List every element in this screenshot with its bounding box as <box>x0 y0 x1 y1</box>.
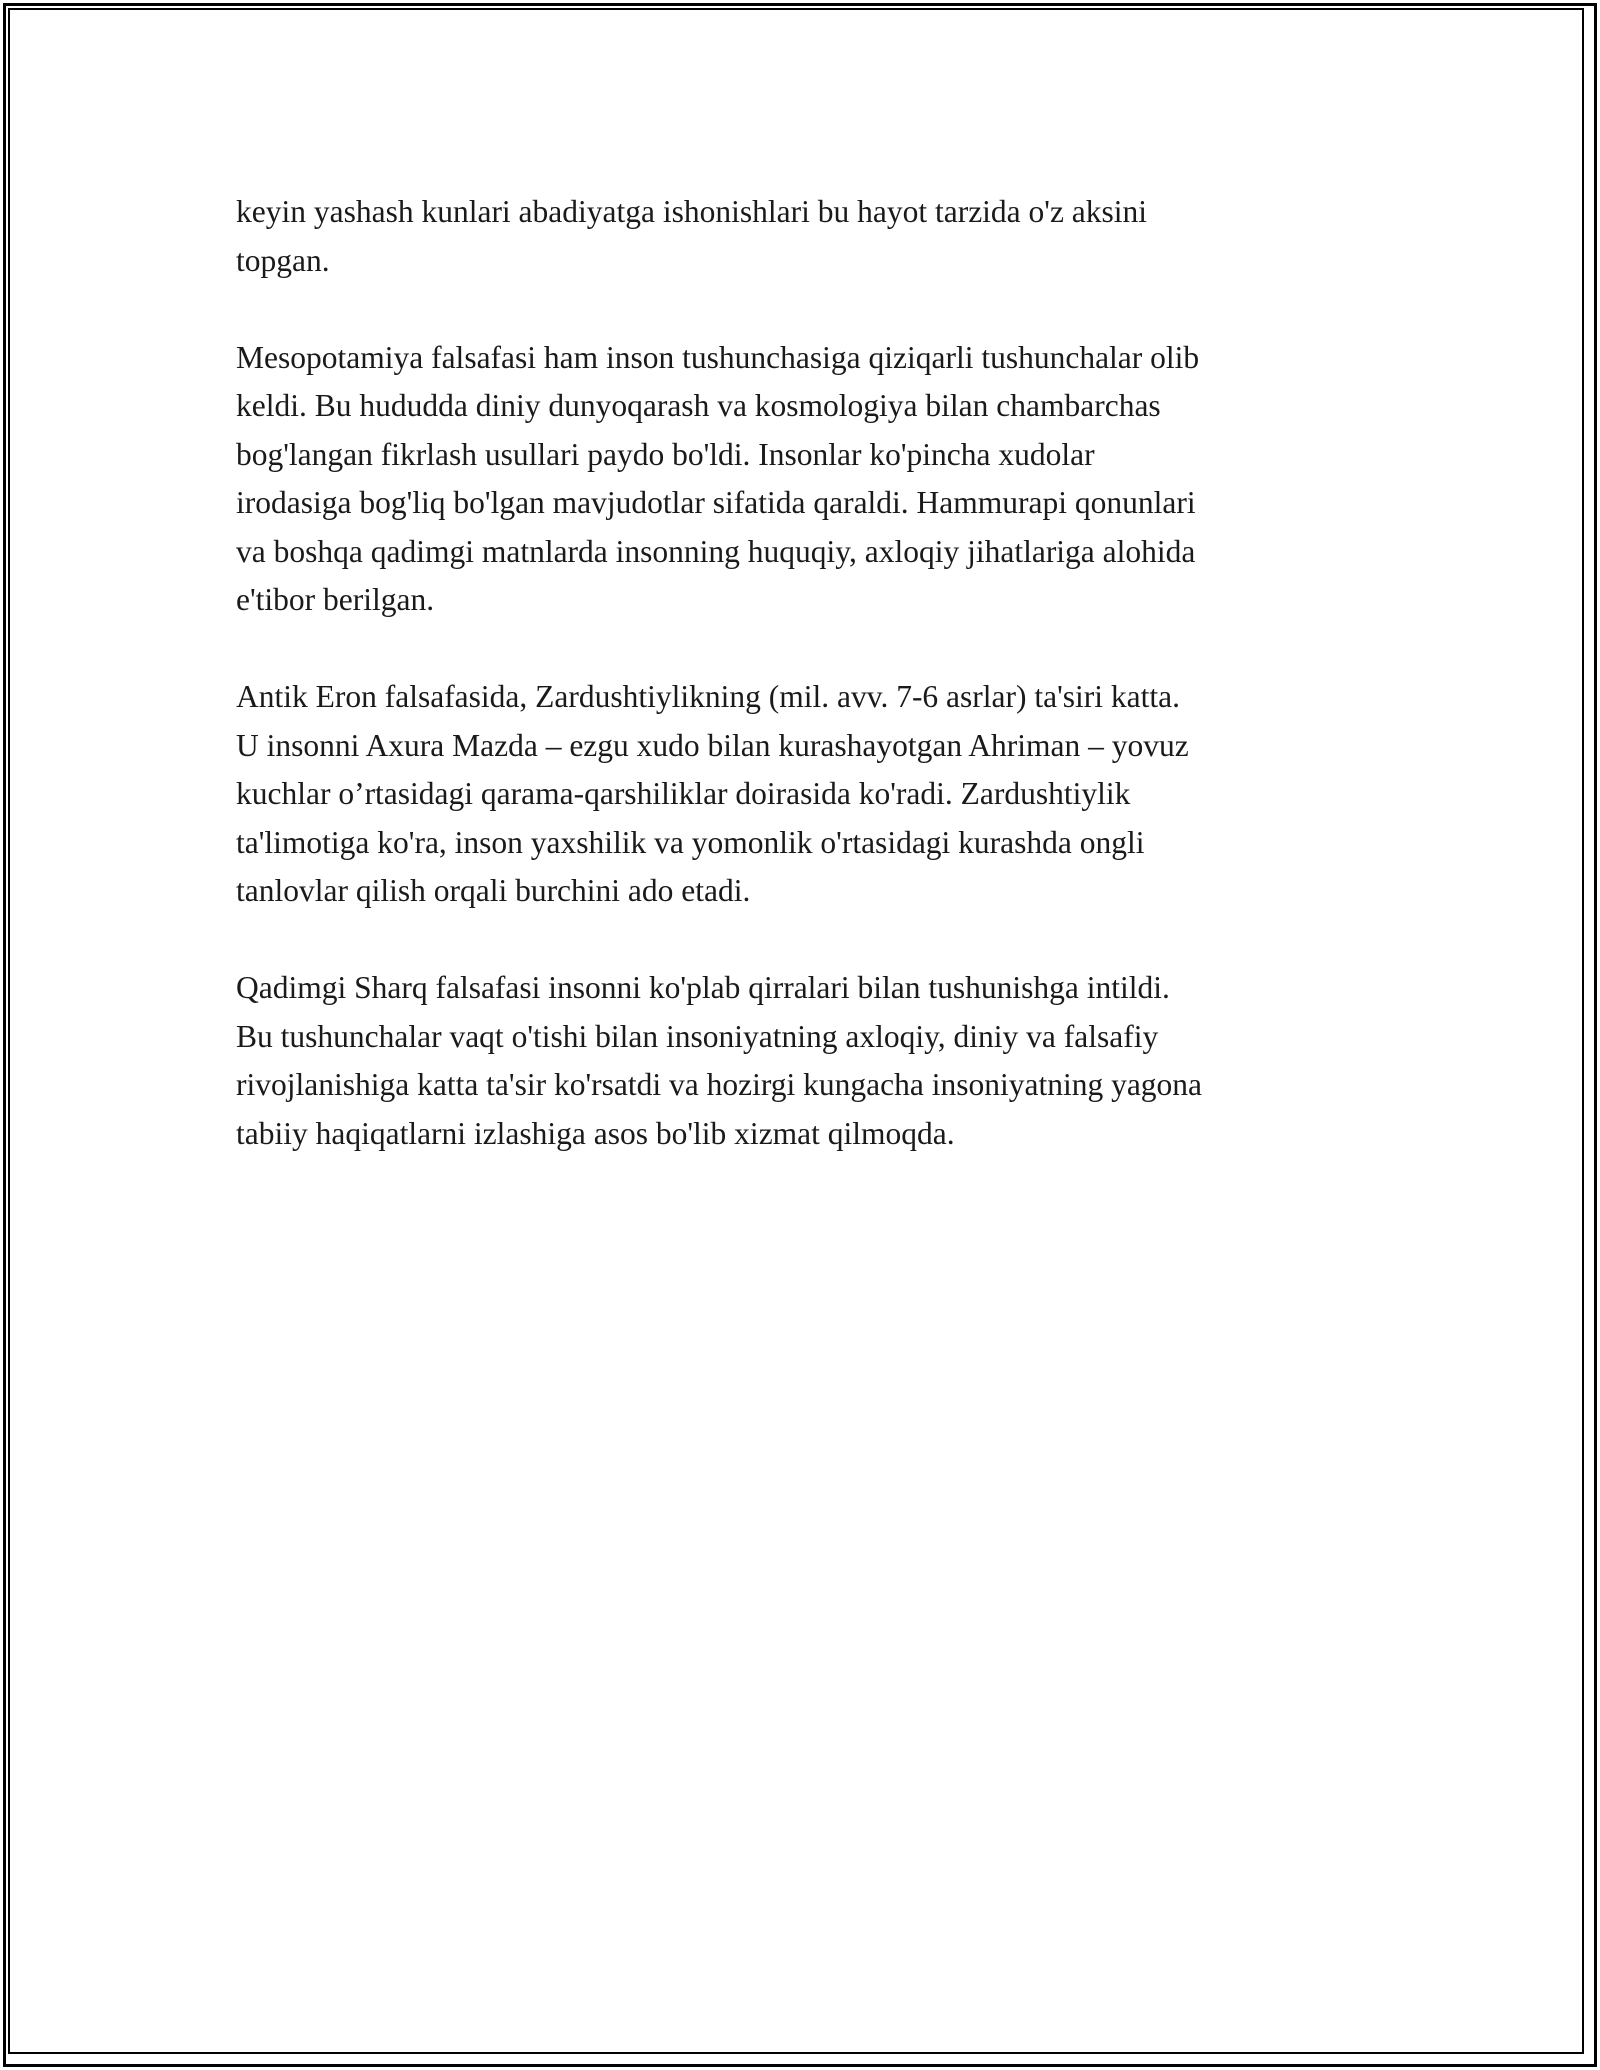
text-line: va boshqa qadimgi matnlarda insonning huquqiy, axloqiy jihatlariga alohida <box>236 533 1196 569</box>
text-line: tabiiy haqiqatlarni izlashiga asos bo'lib xizmat qilmoqda. <box>236 1115 955 1151</box>
text-line: Bu tushunchalar vaqt o'tishi bilan insoniyatning axloqiy, diniy va falsafiy <box>236 1018 1159 1054</box>
text-line: Qadimgi Sharq falsafasi insonni ko'plab qirralari bilan tushunishga intildi. <box>236 970 1170 1005</box>
text-line: Mesopotamiya falsafasi ham inson tushunchasiga qiziqarli tushunchalar olib <box>236 339 1200 375</box>
text-line: kuchlar o’rtasidagi qarama-qarshiliklar doirasida ko'radi. Zardushtiylik <box>236 776 1131 811</box>
paragraph <box>236 673 1366 916</box>
text-line: U insonni Axura Mazda – ezgu xudo bilan kurashayotgan Ahriman – yovuz <box>236 727 1189 763</box>
text-line: topgan. <box>236 242 330 278</box>
paragraph <box>236 334 1366 625</box>
text-line: keldi. Bu hududda diniy dunyoqarash va kosmologiya bilan chambarchas <box>236 388 1161 423</box>
text-line: Antik Eron falsafasida, Zardushtiylikning (mil. avv. 7-6 asrlar) ta'siri katta. <box>236 679 1181 714</box>
text-line: rivojlanishiga katta ta'sir ko'rsatdi va hozirgi kungacha insoniyatning yagona <box>236 1067 1203 1102</box>
text-line: keyin yashash kunlari abadiyatga ishonishlari bu hayot tarzida o'z aksini <box>236 194 1148 229</box>
document-body <box>236 188 1366 1207</box>
paragraph <box>236 964 1366 1158</box>
paragraph <box>236 188 1366 285</box>
text-line: tanlovlar qilish orqali burchini ado etadi. <box>236 873 751 908</box>
text-line: ta'limotiga ko'ra, inson yaxshilik va yomonlik o'rtasidagi kurashda ongli <box>236 824 1145 860</box>
text-line: bog'langan fikrlash usullari paydo bo'ldi. Insonlar ko'pincha xudolar <box>236 436 1095 472</box>
text-line: e'tibor berilgan. <box>236 582 435 617</box>
text-line: irodasiga bog'liq bo'lgan mavjudotlar sifatida qaraldi. Hammurapi qonunlari <box>236 485 1196 520</box>
